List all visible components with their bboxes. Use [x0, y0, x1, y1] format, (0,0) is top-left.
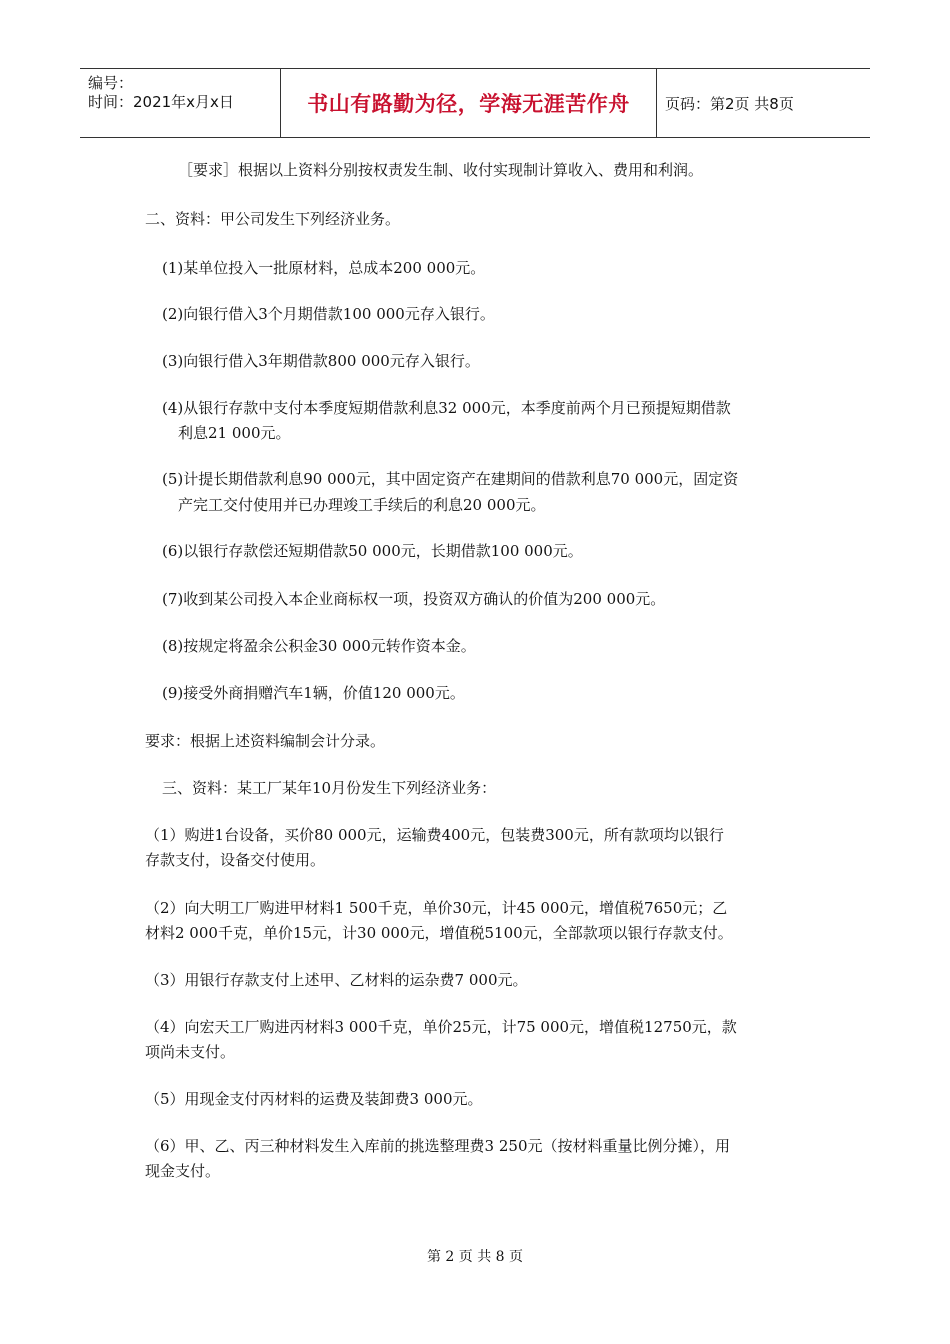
section-2-item-9: (9)接受外商捐赠汽车1辆，价值120 000元。	[162, 684, 465, 702]
section-3-item-5: （5）用现金支付丙材料的运费及装卸费3 000元。	[145, 1090, 483, 1108]
section-2-item-4-line-1: (4)从银行存款中支付本季度短期借款利息32 000元，本季度前两个月已预提短期借款	[162, 399, 731, 417]
section-2-item-6: (6)以银行存款偿还短期借款50 000元，长期借款100 000元。	[162, 542, 583, 560]
section-3-item-4-line-1: （4）向宏天工厂购进丙材料3 000千克，单价25元，计75 000元，增值税12750元，款	[145, 1018, 737, 1036]
header-motto-cell	[281, 69, 657, 137]
page-header	[80, 68, 870, 138]
section-2-title: 二、资料：甲公司发生下列经济业务。	[145, 210, 401, 228]
section-2-item-2: (2)向银行借入3个月期借款100 000元存入银行。	[162, 305, 495, 323]
section-2-item-1: (1)某单位投入一批原材料，总成本200 000元。	[162, 259, 486, 277]
requirement-paragraph-2: 要求：根据上述资料编制会计分录。	[145, 732, 386, 750]
requirement-paragraph-1: ［要求］根据以上资料分别按权责发生制、收付实现制计算收入、费用和利润。	[178, 161, 704, 179]
section-3-item-2-line-1: （2）向大明工厂购进甲材料1 500千克，单价30元，计45 000元，增值税7650元；乙	[145, 899, 728, 917]
section-3-title: 三、资料：某工厂某年10月份发生下列经济业务：	[162, 779, 497, 797]
section-2-item-5-line-2: 产完工交付使用并已办理竣工手续后的利息20 000元。	[178, 496, 546, 514]
section-3-item-3: （3）用银行存款支付上述甲、乙材料的运杂费7 000元。	[145, 971, 528, 989]
document-number-label: 编号：	[88, 74, 134, 92]
section-2-item-5-line-1: (5)计提长期借款利息90 000元，其中固定资产在建期间的借款利息70 000元，固定资	[162, 470, 739, 488]
header-left-cell	[80, 69, 281, 137]
header-page-code: 页码：第2页 共8页	[665, 94, 794, 113]
document-time-label: 时间：2021年x月x日	[88, 93, 234, 111]
section-2-item-4-line-2: 利息21 000元。	[178, 424, 291, 442]
section-2-item-3: (3)向银行借入3年期借款800 000元存入银行。	[162, 352, 480, 370]
section-2-item-8: (8)按规定将盈余公积金30 000元转作资本金。	[162, 637, 476, 655]
section-2-item-7: (7)收到某公司投入本企业商标权一项，投资双方确认的价值为200 000元。	[162, 590, 666, 608]
section-3-item-1-line-1: （1）购进1台设备，买价80 000元，运输费400元，包装费300元，所有款项均以银行	[145, 826, 724, 844]
section-3-item-6-line-2: 现金支付。	[145, 1162, 221, 1180]
section-3-item-1-line-2: 存款支付，设备交付使用。	[145, 851, 326, 869]
section-3-item-4-line-2: 项尚未支付。	[145, 1043, 236, 1061]
header-page-cell	[657, 69, 870, 137]
header-motto: 书山有路勤为径，学海无涯苦作舟	[307, 92, 630, 116]
section-3-item-6-line-1: （6）甲、乙、丙三种材料发生入库前的挑选整理费3 250元（按材料重量比例分摊），用	[145, 1137, 730, 1155]
page-footer: 第 2 页 共 8 页	[426, 1249, 524, 1265]
section-3-item-2-line-2: 材料2 000千克，单价15元，计30 000元，增值税5100元，全部款项以银行存款支付。	[145, 924, 733, 942]
